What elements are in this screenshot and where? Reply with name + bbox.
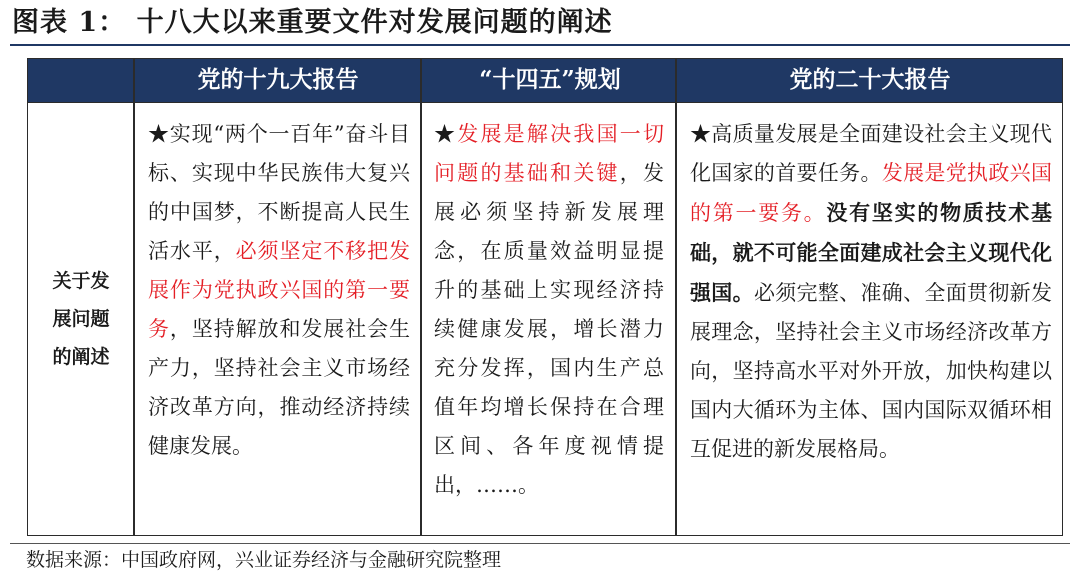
- cell-19th-congress-report: [148, 115, 410, 466]
- cell-text-segment: 必须完整、准确、全面贯彻新发展理念，坚持社会主义市场经济改革方向，坚持高水平对外开放，加快构建以国内大循环为主体、国内国际双循环相互促进的新发展格局。: [690, 281, 1052, 461]
- column-divider: [675, 59, 677, 535]
- cell-14th-five-year-plan: [434, 115, 664, 505]
- row-label-cell: [28, 103, 134, 535]
- figure-title: 图表 1： 十八大以来重要文件对发展问题的阐述: [12, 7, 613, 38]
- cell-text-segment: ★: [434, 122, 458, 146]
- column-divider: [420, 59, 422, 535]
- cell-text-emphasis: 发展是党执政兴国的第一要务。: [690, 161, 1052, 225]
- title-underline: [10, 44, 1070, 46]
- source-divider: [10, 543, 1070, 544]
- header-empty-cell: [28, 59, 134, 101]
- data-source-note: 数据来源：中国政府网，兴业证券经济与金融研究院整理: [26, 549, 502, 571]
- header-14th-five-year-plan: “十四五”规划: [479, 66, 621, 93]
- table-header-row: [28, 59, 1062, 103]
- cell-text-emphasis: 发展是解决我国一切问题的基础和关键: [434, 122, 665, 185]
- cell-20th-congress-report: [690, 115, 1052, 469]
- cell-text-segment: ，坚持解放和发展社会生产力，坚持社会主义市场经济改革方向，推动经济持续健康发展。: [148, 317, 411, 458]
- row-label: 关于发展问题的阐述: [52, 270, 110, 368]
- cell-text-emphasis: 必须坚定不移把发展作为党执政兴国的第一要务: [148, 239, 411, 341]
- cell-text-segment: ★实现“两个一百年”奋斗目标、实现中华民族伟大复兴的中国梦，不断提高人民生活水平，: [148, 122, 410, 263]
- header-20th-congress-report: 党的二十大报告: [789, 66, 951, 93]
- header-19th-congress-report: 党的十九大报告: [197, 66, 359, 93]
- cell-text-segment: ★高质量发展是全面建设社会主义现代化国家的首要任务。: [690, 122, 1052, 185]
- comparison-table: [27, 58, 1063, 536]
- cell-text-segment: ，发展必须坚持新发展理念，在质量效益明显提升的基础上实现经济持续健康发展，增长潜力充分发挥，国内生产总值年均增长保持在合理区间、各年度视情提出，……。: [434, 161, 665, 497]
- cell-text-bold: 没有坚实的物质技术基础，就不可能全面建成社会主义现代化强国。: [690, 200, 1053, 305]
